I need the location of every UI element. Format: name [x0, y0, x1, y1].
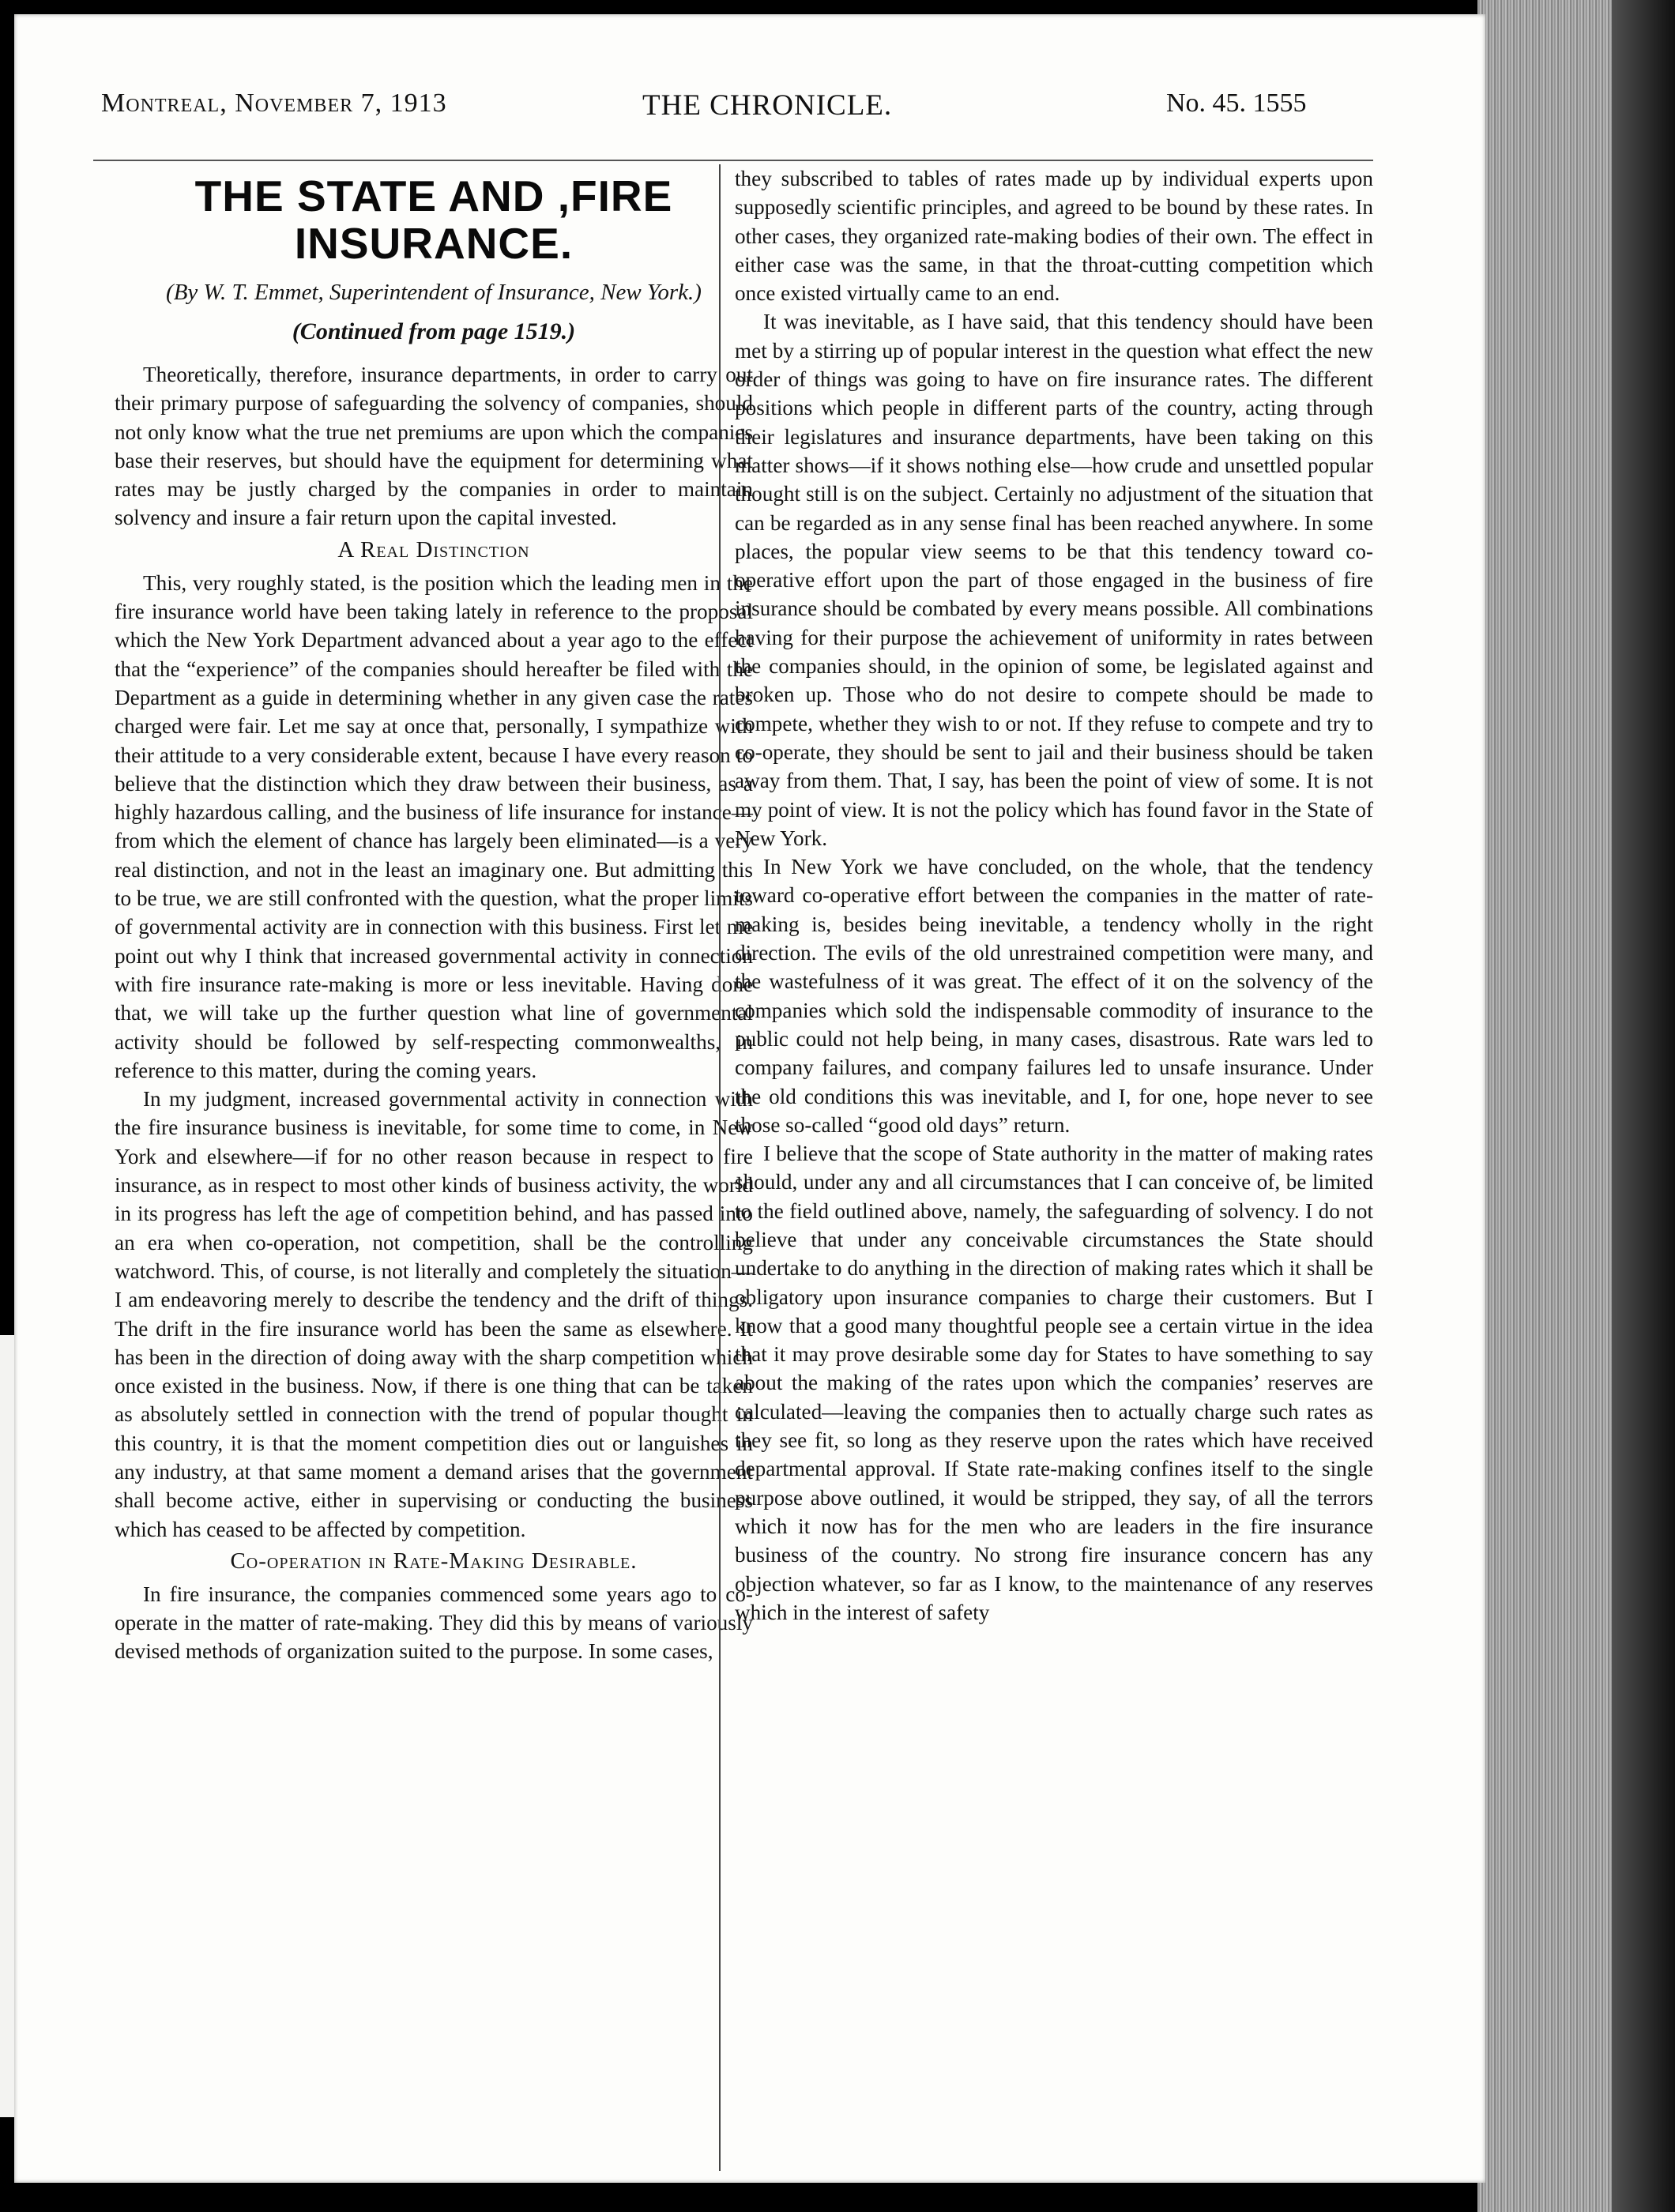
article-title [115, 172, 753, 267]
dateline: Montreal, November 7, 1913 [101, 88, 447, 118]
right-column [735, 164, 1373, 1627]
title-line-2: INSURANCE. [294, 219, 574, 268]
paragraph: This, very roughly stated, is the position which the leading men in the fire insurance world have been taking lately in reference to the proposal which the New York Department advanced about a year ago to the effect that the “experience” of the companies should hereafter be filed with the Department as a guide in determining whether in any given case the rates charged were fair. Let me say at once that, personally, I sympathize with their attitude to a very considerable extent, because I have every reason to believe that the distinction which they draw between their business, as a highly hazardous calling, and the business of life insurance for instance—from which the element of chance has largely been eliminated—is a very real distinction, and not in the least an imaginary one. But admitting this to be true, we are still confronted with the question, what the proper limits of governmental activity are in connection with this business. First let me point out why I think that increased governmental activity in connection with fire insurance rate-making is more or less inevitable. Having done that, we will take up the further question what line of governmental activity should be followed by self-respecting commonwealths, in reference to this matter, during the coming years. [115, 570, 753, 1082]
book-spine-shadow [1612, 0, 1675, 2212]
intro-paragraph: Theoretically, therefore, insurance departments, in order to carry out their primary purpose of safeguarding the solvency of companies, should not only know what the true net premiums are upon which the companies base their reserves, but should have the equipment for determining what rates may be justly charged by the companies in order to maintain solvency and insure a fair return upon the capital invested. [115, 363, 753, 530]
continued-note: (Continued from page 1519.) [292, 318, 576, 344]
paragraph: It was inevitable, as I have said, that this tendency should have been met by a stirring up of popular interest in the question what effect the new order of things was going to have on fire insurance rates. The different positions which people in different parts of the country, acting through their legislatures and insurance departments, have been taking on this matter shows—if it shows nothing else—how crude and unsettled popular thought still is on the subject. Certainly no adjustment of the situation that can be regarded as in any sense final has been reached anywhere. In some places, the popular view seems to be that this tendency toward co-operative effort upon the part of those engaged in the business of fire insurance should be combated by every means possible. All combinations having for their purpose the achievement of uniformity in rates between the companies should, in the opinion of some, be legislated against and broken up. Those who do not desire to compete should be made to compete, whether they wish to or not. If they refuse to compete and try to co-operate, they should be sent to jail and their business should be taken away from them. That, I say, has been the point of view of some. It is not my point of view. It is not the policy which has found favor in the State of New York. [735, 310, 1373, 850]
paragraph: I believe that the scope of State authority in the matter of making rates should, under any and all circumstances that I can conceive of, be limited to the field outlined above, namely, the safeguarding of solvency. I do not believe that under any conceivable circumstances the State should undertake to do anything in the direction of making rates which it shall be obligatory upon insurance companies to charge their customers. But I know that a good many thoughtful people see a certain virtue in the idea that it may prove desirable some day for States to have something to say about the making of the rates upon which the companies’ reserves are calculated—leaving the companies then to actually charge such rates as they see fit, so long as they reserve upon the rates which have received departmental approval. If State rate-making confines itself to the single purpose above outlined, it would be stripped, they say, of all the terrors which it now has for the men who are leaders in the fire insurance business of the country. No strong fire insurance concern has any objection whatever, so far as I know, to the maintenance of any reserves which in the interest of safety [735, 1142, 1373, 1624]
publication-name: THE CHRONICLE. [642, 89, 893, 122]
subhead-cooperation: Co-operation in Rate-Making Desirable. [230, 1548, 638, 1574]
column-rule [719, 164, 721, 2171]
paragraph: In fire insurance, the companies commenced some years ago to co-operate in the matter of rate-making. They did this by means of variously devised methods of organization suited to the purpose. In some cases, [115, 1582, 753, 1664]
newspaper-page [14, 14, 1485, 2183]
paragraph-continued: they subscribed to tables of rates made up by individual experts upon supposedly scientific principles, and agreed to be bound by these rates. In other cases, they organized rate-making bodies of their own. The effect in either case was the same, in that the throat-cutting competition which once existed virtually came to an end. [735, 167, 1373, 306]
header-rule [93, 160, 1373, 161]
issue-number: No. 45. 1555 [1166, 88, 1307, 118]
left-column [115, 164, 753, 1666]
title-line-1: THE STATE AND ,FIRE [194, 171, 673, 220]
byline: (By W. T. Emmet, Superintendent of Insurance, New York.) [166, 280, 702, 305]
subhead-real-distinction: A Real Distinction [337, 536, 530, 562]
running-head [85, 88, 1373, 136]
paragraph: In New York we have concluded, on the whole, that the tendency toward co-operative effort between the companies in the matter of rate-making is, besides being inevitable, a tendency wholly in the right direction. The evils of the old unrestrained competition were many, and the wastefulness of it was great. The effect of it on the solvency of the companies which sold the indispensable commodity of insurance to the public could not help being, in many cases, disastrous. Rate wars led to company failures, and company failures led to unsafe insurance. Under the old conditions this was inevitable, and I, for one, hope never to see those so-called “good old days” return. [735, 855, 1373, 1137]
paragraph: In my judgment, increased governmental activity in connection with the fire insurance business is inevitable, for some time to come, in New York and elsewhere—if for no other reason because in respect to fire insurance, as in respect to most other kinds of business activity, the world in its progress has left the age of competition behind, and has passed into an era when co-operation, not competition, shall be the controlling watchword. This, of course, is not literally and completely the situation—I am endeavoring merely to describe the tendency and the drift of things. The drift in the fire insurance world has been the same as elsewhere. It has been in the direction of doing away with the sharp competition which once existed in the business. Now, if there is one thing that can be taken as absolutely settled in connection with the trend of popular thought in this country, it is that the moment competition dies out or languishes in any industry, at that same moment a demand arises that the government shall become active, either in supervising or conducting the business which has ceased to be affected by competition. [115, 1087, 753, 1541]
